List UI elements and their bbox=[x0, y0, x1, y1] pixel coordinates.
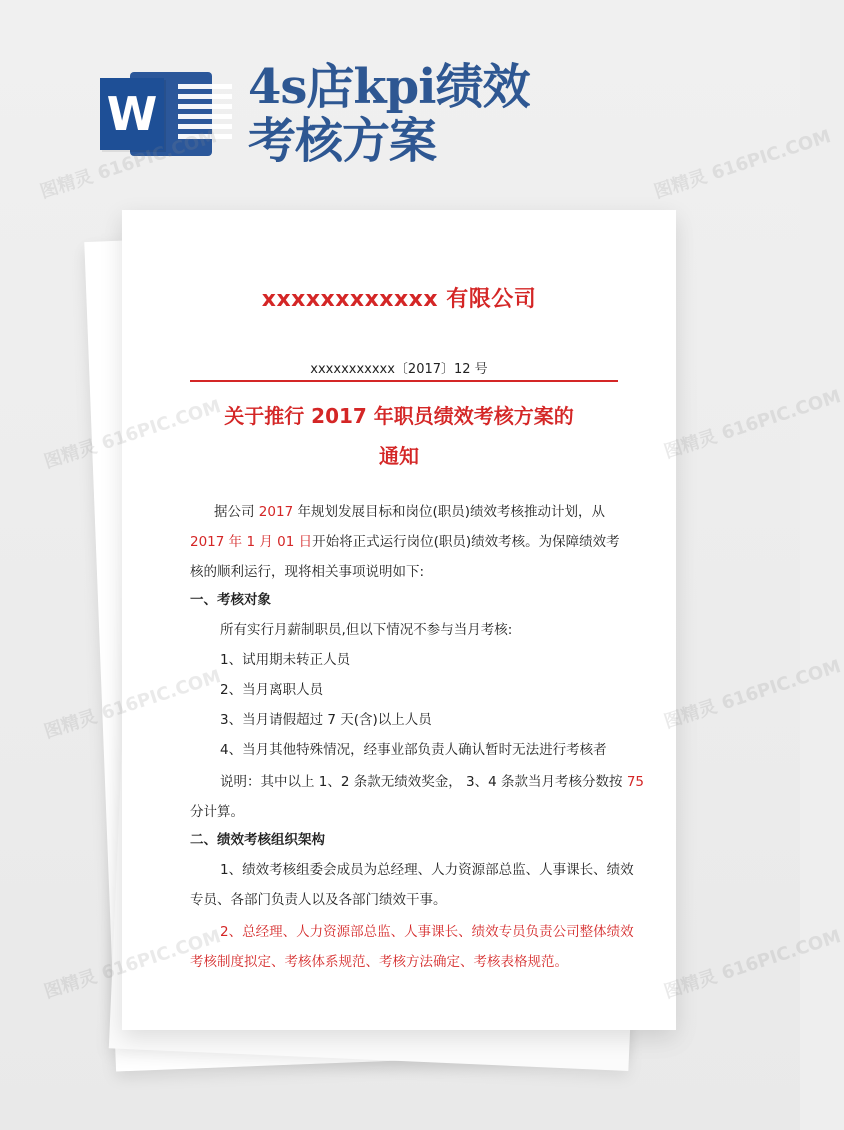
page-title-line2: 考核方案 bbox=[248, 113, 437, 169]
watermark: 图精灵 bbox=[41, 436, 100, 473]
section1-lead: 所有实行月薪制职员,但以下情况不参与当月考核: bbox=[220, 622, 513, 638]
red-divider bbox=[190, 380, 618, 382]
section1-note-end: 分计算。 bbox=[190, 804, 244, 820]
intro-year: 2017 bbox=[258, 504, 294, 520]
page-title bbox=[248, 60, 668, 168]
list-item: 2、当月离职人员 bbox=[220, 682, 324, 698]
section1-note: 说明：其中以上 1、2 条款无绩效奖金， 3、4 条款当月考核分数按 75 bbox=[220, 774, 644, 790]
word-letter-icon: W bbox=[100, 78, 164, 150]
list-item: 4、当月其他特殊情况，经事业部负责人确认暂时无法进行考核者 bbox=[220, 742, 607, 758]
note-score: 75 bbox=[626, 774, 644, 790]
page-title-line1: 4s店kpi绩效 bbox=[248, 59, 530, 115]
watermark: 图精灵 616PIC.COM bbox=[37, 125, 220, 203]
section2-item2-line2: 考核制度拟定、考核体系规范、考核方法确定、考核表格规范。 bbox=[190, 954, 568, 970]
document-title-line2: 通知 bbox=[379, 444, 419, 468]
intro-line-2: 2017 年 1 月 01 日开始将正式运行岗位(职员)绩效考核。为保障绩效考 bbox=[190, 534, 620, 550]
list-item: 3、当月请假超过 7 天(含)以上人员 bbox=[220, 712, 432, 728]
watermark: 图精灵 616PIC.COM bbox=[661, 655, 844, 733]
watermark: 图精灵 616PIC.COM bbox=[661, 385, 844, 463]
watermark: 图精灵 bbox=[41, 706, 100, 743]
intro-date: 2017 年 1 月 01 日 bbox=[190, 534, 313, 550]
section2-item2-line1: 2、总经理、人力资源部总监、人事课长、绩效专员负责公司整体绩效 bbox=[220, 924, 634, 940]
section1-heading: 一、考核对象 bbox=[190, 592, 271, 608]
company-name: xxxxxxxxxxxx 有限公司 bbox=[261, 287, 537, 312]
word-icon bbox=[100, 72, 216, 156]
intro-line-3: 核的顺利运行，现将相关事项说明如下: bbox=[190, 564, 425, 580]
watermark: 图精灵 bbox=[41, 966, 100, 1003]
list-item: 1、试用期未转正人员 bbox=[220, 652, 351, 668]
intro-line-1: 据公司 2017 年规划发展目标和岗位(职员)绩效考核推动计划，从 bbox=[214, 504, 605, 520]
document-title bbox=[162, 396, 636, 476]
document-number: xxxxxxxxxxx〔2017〕12 号 bbox=[310, 362, 488, 377]
section2-heading: 二、绩效考核组织架构 bbox=[190, 832, 325, 848]
section2-item1-line2: 专员、各部门负责人以及各部门绩效干事。 bbox=[190, 892, 447, 908]
watermark: 图精灵 616PIC.COM bbox=[661, 925, 844, 1003]
section2-item1-line1: 1、绩效考核组委会成员为总经理、人力资源部总监、人事课长、绩效 bbox=[220, 862, 634, 878]
document-page bbox=[122, 210, 676, 1030]
watermark: 图精灵 616PIC.COM bbox=[651, 125, 834, 203]
document-title-line1: 关于推行 2017 年职员绩效考核方案的 bbox=[224, 404, 574, 428]
word-lines-icon bbox=[178, 84, 232, 144]
